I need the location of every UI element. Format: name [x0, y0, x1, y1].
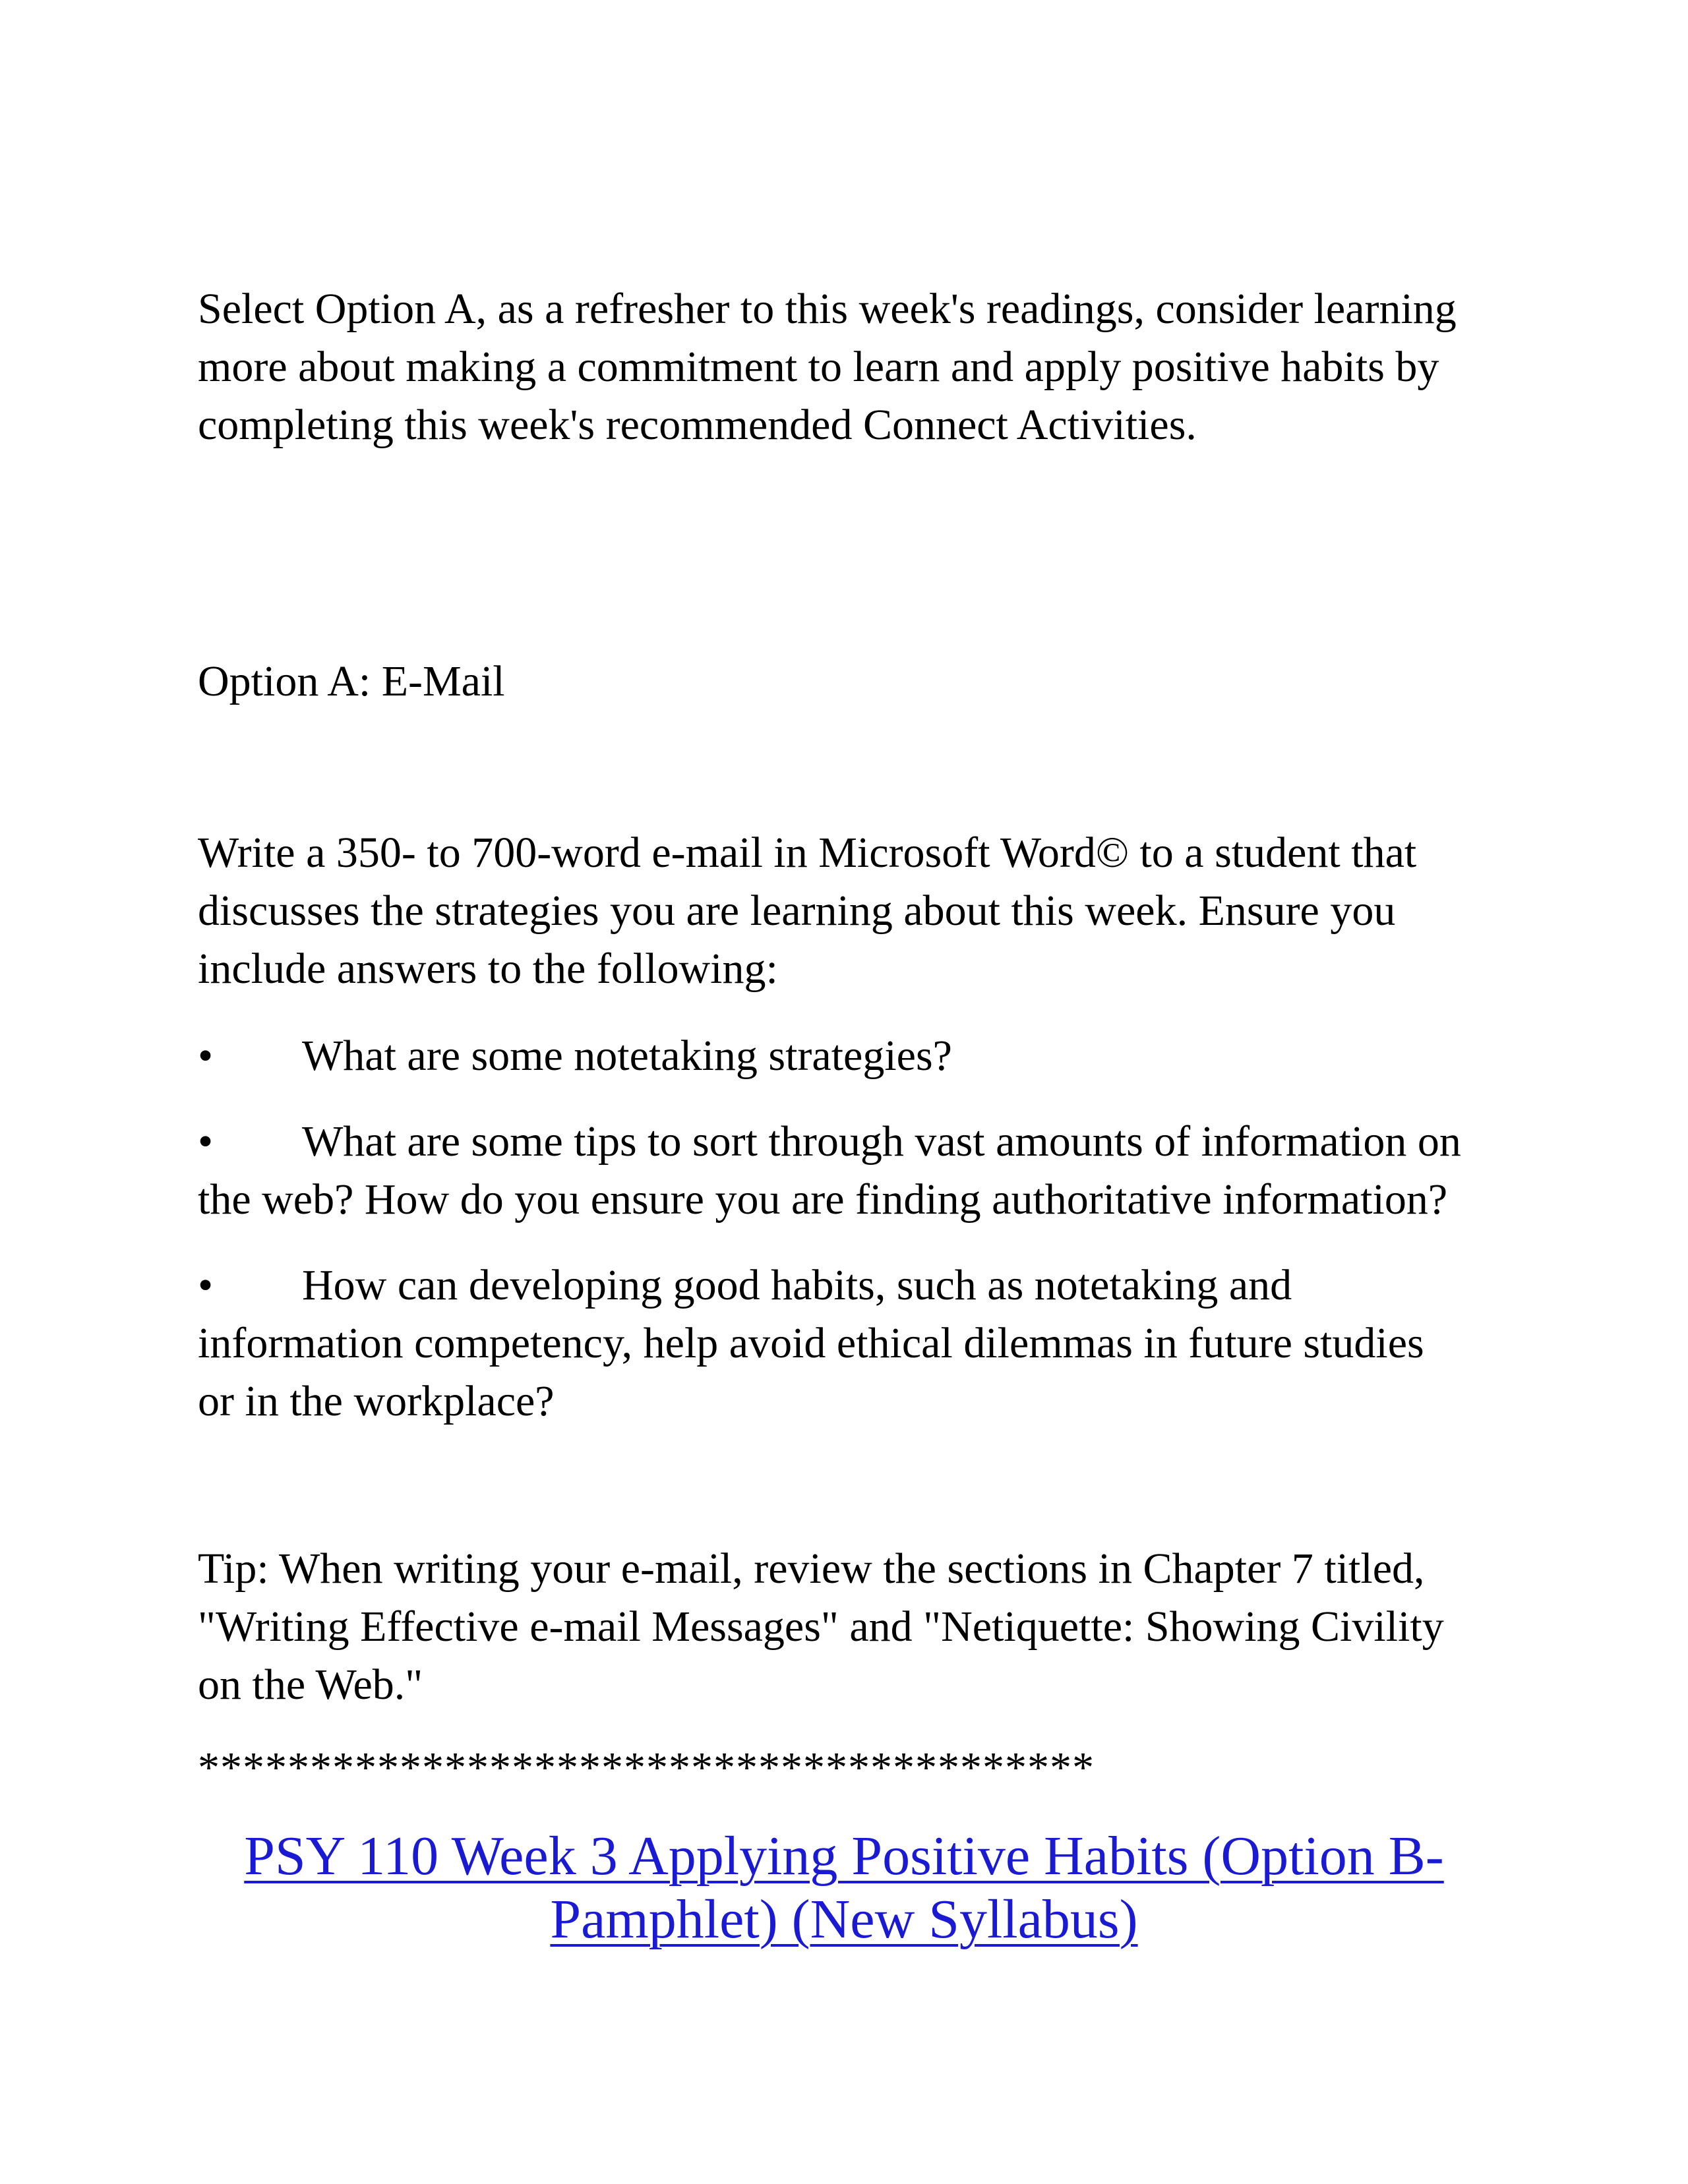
option-heading: Option A: E-Mail [198, 657, 505, 705]
instructions-paragraph [198, 824, 1517, 998]
bullet-text-continuation: information competency, help avoid ethical dilemmas in future studies [198, 1319, 1424, 1367]
asterisk-separator: **************************************** [198, 1744, 1095, 1792]
course-link-line-2: Pamphlet) (New Syllabus) [550, 1889, 1138, 1950]
tip-line-1: Tip: When writing your e-mail, review the sections in Chapter 7 titled, [198, 1545, 1425, 1593]
bullet-text-continuation: or in the workplace? [198, 1377, 555, 1425]
bullet-marker: • [198, 1261, 214, 1309]
bullet-text: What are some tips to sort through vast amounts of information on [302, 1117, 1461, 1166]
instructions-line-2: discusses the strategies you are learning about this week. Ensure you [198, 887, 1396, 935]
bullet-text: How can developing good habits, such as notetaking and [302, 1261, 1292, 1309]
tip-paragraph [198, 1540, 1517, 1714]
bullet-marker: • [198, 1032, 214, 1080]
bullet-text: What are some notetaking strategies? [302, 1032, 952, 1080]
bullet-marker: • [198, 1117, 214, 1166]
intro-paragraph [198, 280, 1517, 454]
tip-line-3: on the Web." [198, 1661, 423, 1709]
intro-line-2: more about making a commitment to learn and apply positive habits by [198, 343, 1439, 391]
course-link-line-1: PSY 110 Week 3 Applying Positive Habits (Option B- [244, 1825, 1444, 1887]
course-link-block [198, 1825, 1490, 1951]
bullet-item-good-habits [198, 1256, 1517, 1431]
bullet-item-notetaking [198, 1027, 1517, 1085]
intro-line-1: Select Option A, as a refresher to this week's readings, consider learning [198, 285, 1457, 333]
course-link[interactable] [244, 1825, 1444, 1950]
instructions-line-1: Write a 350- to 700-word e-mail in Microsoft Word© to a student that [198, 829, 1417, 877]
tip-line-2: "Writing Effective e-mail Messages" and "Netiquette: Showing Civility [198, 1603, 1444, 1651]
bullet-text-continuation: the web? How do you ensure you are finding authoritative information? [198, 1175, 1448, 1224]
instructions-line-3: include answers to the following: [198, 945, 778, 993]
bullet-item-web-info [198, 1113, 1517, 1229]
intro-line-3: completing this week's recommended Connect Activities. [198, 401, 1197, 449]
